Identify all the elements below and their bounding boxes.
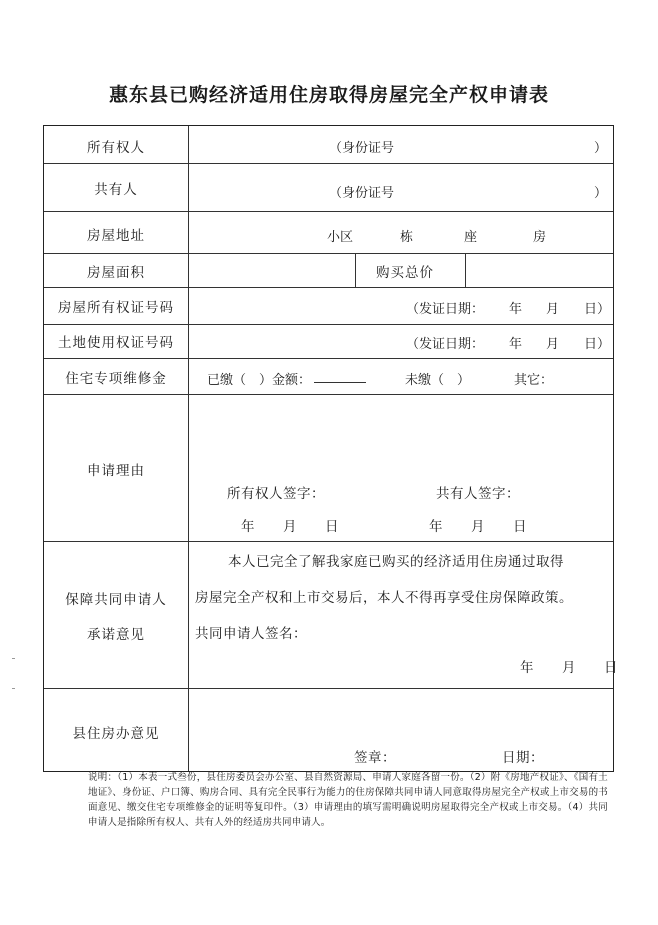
row-divider xyxy=(44,394,613,395)
area-label: 房屋面积 xyxy=(87,265,145,281)
reason-label: 申请理由 xyxy=(87,463,145,479)
commit-label-2: 承诺意见 xyxy=(87,627,145,643)
land-cert-month: 月 xyxy=(546,337,560,352)
office-seal-label: 签章： xyxy=(354,750,396,766)
house-cert-issue: （发证日期： xyxy=(406,302,485,317)
owner-id-close: ） xyxy=(594,141,608,156)
house-cert-month: 月 xyxy=(546,302,560,317)
owner-label: 所有权人 xyxy=(87,140,145,156)
co-owner-signature-label: 共有人签字： xyxy=(436,486,520,502)
house-cert-year: 年 xyxy=(509,302,523,317)
land-cert-year: 年 xyxy=(509,337,523,352)
address-zuo: 座 xyxy=(464,230,478,245)
owner-sign-date: 年 月 日 xyxy=(241,519,339,535)
address-label: 房屋地址 xyxy=(87,228,145,244)
fund-unpaid: 未缴（ ） xyxy=(405,373,471,388)
land-cert-day: 日） xyxy=(584,337,611,352)
row-divider xyxy=(44,287,613,288)
land-cert-issue: （发证日期： xyxy=(406,337,485,352)
fund-amount-line xyxy=(314,370,366,383)
row-divider xyxy=(44,688,613,689)
explanation-note: 说明：（1）本表一式叁份，县住房委员会办公室、县自然资源局、申请人家庭各留一份。（2）附《房地产权证》、《国有土地证》、身份证、户口簿、购房合同、具有完全民事行为能力的住房保障共同申请人同意取得房屋完全产权或上市交易的书面意见、缴交住宅专项维修金的证明等复印件。（3）申请理由的填写需明确说明房屋取得完全产权或上市交易。（4）共同申请人是指除所有权人、共有人外的经适房共同申请人。 xyxy=(88,772,608,828)
co-owner-id-close: ） xyxy=(594,186,608,201)
house-cert-label: 房屋所有权证号码 xyxy=(58,300,174,316)
joint-applicant-signature-label: 共同申请人签名： xyxy=(195,626,307,642)
column-divider xyxy=(188,126,189,771)
fund-label: 住宅专项维修金 xyxy=(65,371,167,387)
form-title: 惠东县已购经济适用住房取得房屋完全产权申请表 xyxy=(108,84,549,106)
address-fang: 房 xyxy=(533,230,547,245)
co-owner-label: 共有人 xyxy=(94,182,138,198)
commit-date: 年 月 日 xyxy=(520,660,618,676)
row-divider xyxy=(44,211,613,212)
row-divider xyxy=(44,253,613,254)
commit-text-line-1: 本人已完全了解我家庭已购买的经济适用住房通过取得 xyxy=(228,554,564,570)
scan-mark xyxy=(12,658,15,659)
application-form-table xyxy=(43,125,618,772)
co-owner-id-open: （身份证号 xyxy=(329,186,395,201)
column-divider xyxy=(465,253,466,287)
row-divider xyxy=(44,541,613,542)
fund-other: 其它： xyxy=(514,373,554,388)
row-divider xyxy=(44,358,613,359)
owner-id-open: （身份证号 xyxy=(329,141,395,156)
owner-signature-label: 所有权人签字： xyxy=(227,486,325,502)
land-cert-label: 土地使用权证号码 xyxy=(58,335,174,351)
scan-mark xyxy=(12,688,15,689)
row-divider xyxy=(44,324,613,325)
address-xiaoqu: 小区 xyxy=(327,230,354,245)
column-divider xyxy=(355,253,356,287)
commit-text-line-2: 房屋完全产权和上市交易后，本人不得再享受住房保障政策。 xyxy=(195,590,573,606)
address-dong: 栋 xyxy=(400,230,414,245)
row-divider xyxy=(44,163,613,164)
fund-paid: 已缴（ ）金额： xyxy=(207,373,312,388)
office-label: 县住房办意见 xyxy=(72,726,160,742)
office-date-label: 日期： xyxy=(502,750,544,766)
co-owner-sign-date: 年 月 日 xyxy=(429,519,527,535)
commit-label-1: 保障共同申请人 xyxy=(65,592,167,608)
house-cert-day: 日） xyxy=(584,302,611,317)
price-label: 购买总价 xyxy=(376,265,434,281)
